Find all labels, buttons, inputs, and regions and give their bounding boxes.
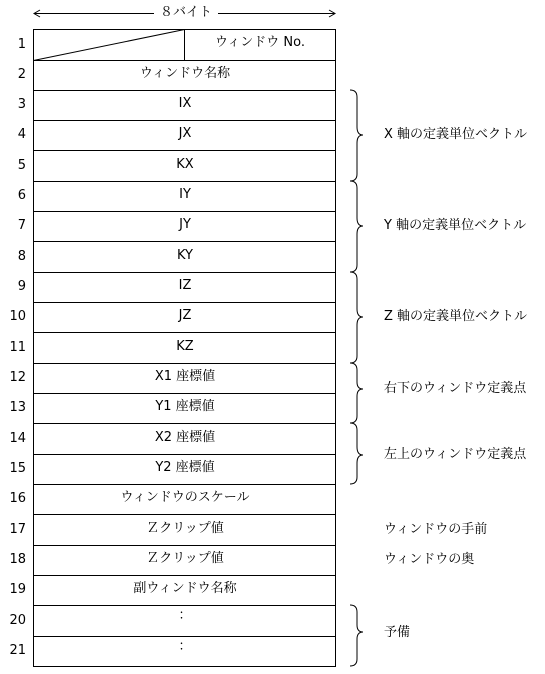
table-cell: ： bbox=[178, 639, 192, 654]
table-cell: JY bbox=[179, 217, 191, 232]
brace-reserve bbox=[350, 605, 363, 666]
annotation-back: ウィンドウの奥 bbox=[384, 552, 475, 567]
braces bbox=[350, 90, 363, 666]
table-cell: JX bbox=[178, 126, 192, 141]
annotation-reserve: 予備 bbox=[384, 625, 411, 640]
row-number: 13 bbox=[9, 400, 26, 415]
table-cell: ウィンドウのスケール bbox=[120, 490, 250, 505]
row-number: 8 bbox=[17, 249, 26, 264]
brace-y-axis bbox=[350, 181, 363, 272]
brace-x-axis bbox=[350, 90, 363, 181]
annotation-front: ウィンドウの手前 bbox=[384, 522, 488, 537]
table-cell: IX bbox=[178, 96, 192, 111]
table-cell: KY bbox=[176, 248, 193, 263]
brace-z-axis bbox=[350, 272, 363, 363]
row-number: 10 bbox=[9, 309, 26, 324]
row-number: 15 bbox=[9, 461, 26, 476]
table-cell: 副ウィンドウ名称 bbox=[133, 581, 237, 596]
row-number: 18 bbox=[9, 552, 26, 567]
table-cell: KZ bbox=[176, 339, 194, 354]
row-number: 20 bbox=[9, 613, 26, 628]
table-cell: X2 座標値 bbox=[154, 430, 216, 445]
row-number: 9 bbox=[17, 279, 26, 294]
table-cell: X1 座標値 bbox=[154, 369, 216, 384]
annotation-z-axis: Z 軸の定義単位ベクトル bbox=[384, 309, 528, 324]
row-number: 4 bbox=[17, 127, 26, 142]
table-cell: ウィンドウ名称 bbox=[139, 66, 231, 81]
row-number: 21 bbox=[9, 643, 26, 658]
row-number: 14 bbox=[9, 431, 26, 446]
table-cell: IY bbox=[179, 187, 191, 202]
row-number: 19 bbox=[9, 582, 26, 597]
brace-lower-right bbox=[350, 363, 363, 423]
brace-upper-left bbox=[350, 423, 363, 484]
table-cell: IZ bbox=[178, 278, 192, 293]
annotation-x-axis: X 軸の定義単位ベクトル bbox=[384, 127, 528, 142]
row-number: 16 bbox=[9, 491, 26, 506]
table-cell: Y1 座標値 bbox=[155, 399, 215, 414]
row-number: 6 bbox=[17, 188, 26, 203]
annotation-upper-left: 左上のウィンドウ定義点 bbox=[384, 447, 527, 462]
annotation-lower-right: 右下のウィンドウ定義点 bbox=[384, 381, 527, 396]
table-cell: Ｚクリップ値 bbox=[146, 551, 224, 566]
table-cell: KX bbox=[176, 157, 194, 172]
row-number: 2 bbox=[17, 67, 26, 82]
byte-width-label: ８バイト bbox=[156, 6, 216, 20]
row-number: 3 bbox=[17, 97, 26, 112]
table-cell: ： bbox=[178, 608, 192, 623]
window-number-label: ウィンドウ No. bbox=[215, 35, 305, 50]
table-cell: Y2 座標値 bbox=[155, 460, 215, 475]
row-number: 7 bbox=[17, 218, 26, 233]
table-cell: JZ bbox=[178, 308, 192, 323]
row-number: 11 bbox=[9, 340, 26, 355]
table-cell: Ｚクリップ値 bbox=[146, 521, 224, 536]
row-number: 12 bbox=[9, 370, 26, 385]
row-number: 5 bbox=[17, 158, 26, 173]
annotation-y-axis: Y 軸の定義単位ベクトル bbox=[384, 218, 527, 233]
row-number: 17 bbox=[9, 522, 26, 537]
row-number: 1 bbox=[17, 37, 26, 52]
